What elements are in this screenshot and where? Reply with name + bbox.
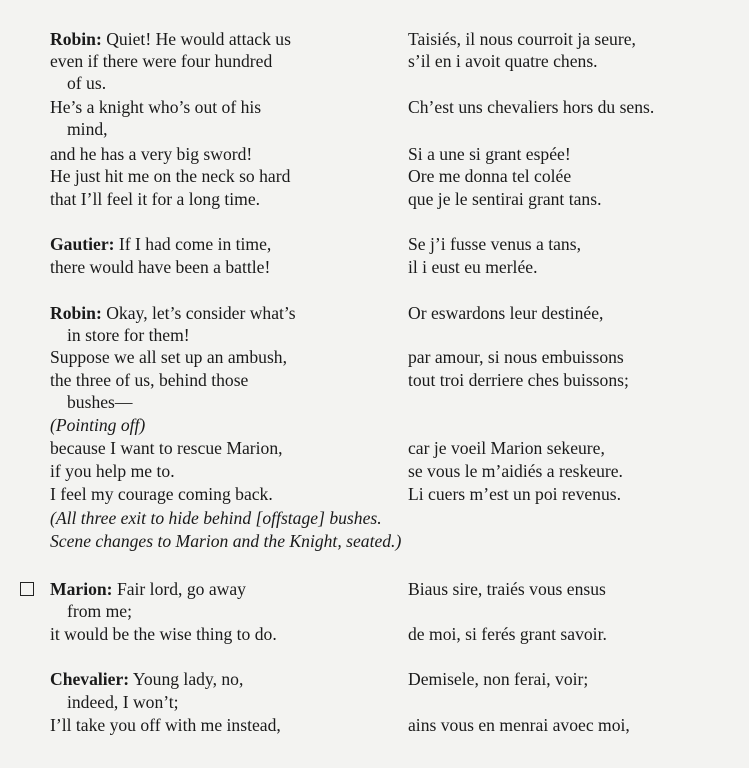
speaker-gautier: Gautier: <box>50 234 115 254</box>
french-line: Si a une si grant espée! <box>408 144 571 164</box>
french-line: il i eust eu merlée. <box>408 257 538 277</box>
english-line: the three of us, behind those <box>50 370 249 390</box>
line-text: Young lady, no, <box>129 669 244 689</box>
english-line: Suppose we all set up an ambush, <box>50 347 287 367</box>
english-line: mind, <box>67 119 108 139</box>
english-line: there would have been a battle! <box>50 257 271 277</box>
french-line: Ore me donna tel colée <box>408 166 572 186</box>
english-line: He’s a knight who’s out of his <box>50 97 262 117</box>
line-text: If I had come in time, <box>114 234 272 254</box>
french-line: Biaus sire, traiés vous ensus <box>408 579 606 599</box>
english-line: it would be the wise thing to do. <box>50 624 277 644</box>
line-text: Okay, let’s consider what’s <box>101 303 296 323</box>
speaker-robin: Robin: <box>50 29 102 49</box>
english-line <box>50 668 243 690</box>
speaker-marion: Marion: <box>50 579 113 599</box>
french-line: tout troi derriere ches buissons; <box>408 370 629 390</box>
english-line: in store for them! <box>67 325 190 345</box>
stage-direction: Scene changes to Marion and the Knight, seated.) <box>50 531 402 551</box>
english-line: bushes— <box>67 392 133 412</box>
french-line: par amour, si nous embuissons <box>408 347 624 367</box>
french-line: car je voeil Marion sekeure, <box>408 438 605 458</box>
english-line: indeed, I won’t; <box>67 692 179 712</box>
english-line: that I’ll feel it for a long time. <box>50 189 261 209</box>
english-line: and he has a very big sword! <box>50 144 253 164</box>
french-line: Ch’est uns chevaliers hors du sens. <box>408 97 655 117</box>
french-line: ains vous en menrai avoec moi, <box>408 715 630 735</box>
english-line: of us. <box>67 73 107 93</box>
checkbox-icon <box>20 582 34 596</box>
french-line: que je le sentirai grant tans. <box>408 189 602 209</box>
english-line: even if there were four hundred <box>50 51 273 71</box>
english-line: from me; <box>67 601 132 621</box>
french-line: Demisele, non ferai, voir; <box>408 669 589 689</box>
french-line: Li cuers m’est un poi revenus. <box>408 484 622 504</box>
english-line <box>50 233 271 255</box>
english-line <box>50 578 246 600</box>
line-text: Fair lord, go away <box>112 579 246 599</box>
french-line: Taisiés, il nous courroit ja seure, <box>408 29 636 49</box>
english-line: because I want to rescue Marion, <box>50 438 283 458</box>
english-line <box>50 28 291 50</box>
stage-direction: (All three exit to hide behind [offstage] bushes. <box>50 508 382 528</box>
english-line: He just hit me on the neck so hard <box>50 166 291 186</box>
french-line: Se j’i fusse venus a tans, <box>408 234 581 254</box>
english-line <box>50 302 296 324</box>
line-text: Quiet! He would attack us <box>101 29 291 49</box>
english-line: if you help me to. <box>50 461 175 481</box>
english-line: I feel my courage coming back. <box>50 484 273 504</box>
stage-direction: (Pointing off) <box>50 415 146 435</box>
french-line: se vous le m’aidiés a reskeure. <box>408 461 623 481</box>
english-line: I’ll take you off with me instead, <box>50 715 281 735</box>
french-line: de moi, si ferés grant savoir. <box>408 624 607 644</box>
speaker-robin: Robin: <box>50 303 102 323</box>
french-line: Or eswardons leur destinée, <box>408 303 604 323</box>
french-line: s’il en i avoit quatre chens. <box>408 51 598 71</box>
speaker-chevalier: Chevalier: <box>50 669 130 689</box>
